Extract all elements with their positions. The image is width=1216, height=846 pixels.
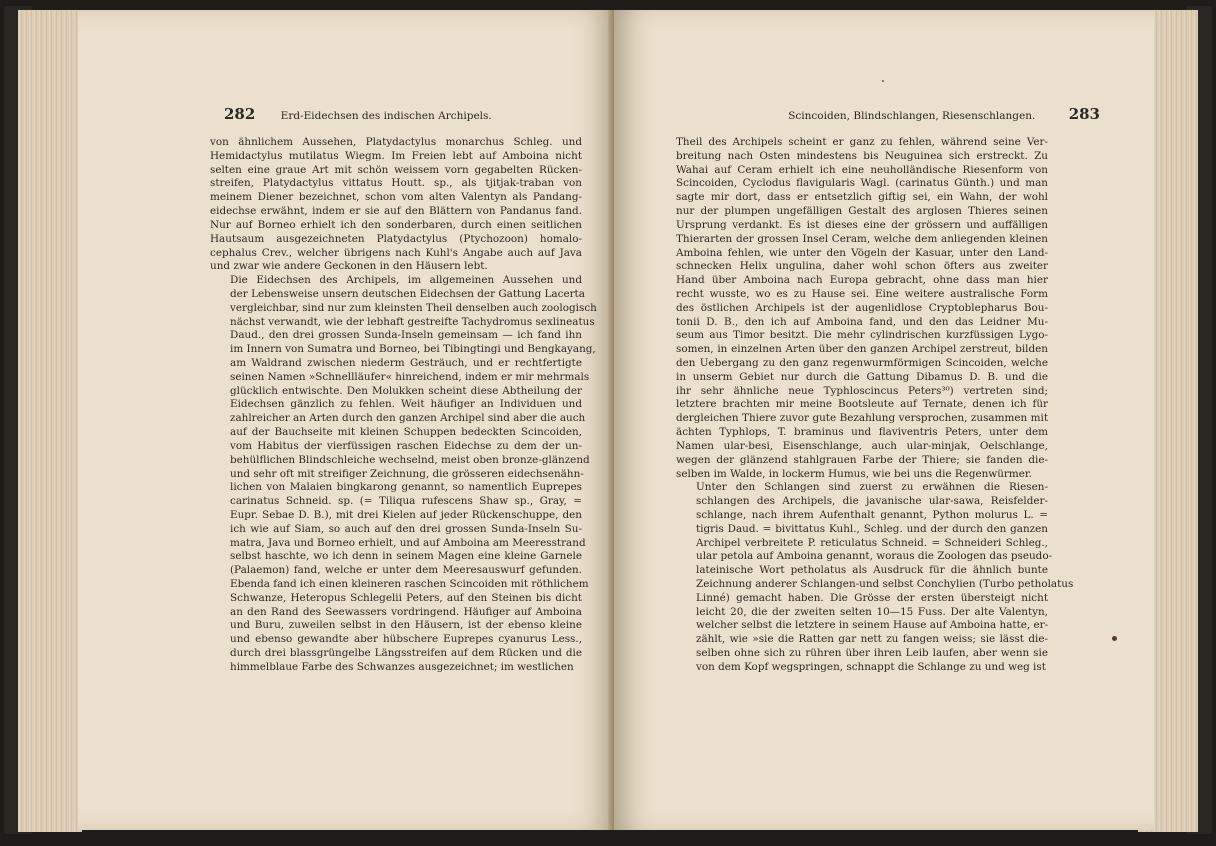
- text-line: durch drei blassgrüngelbe Längsstreifen auf dem Rücken und die: [230, 647, 582, 660]
- paragraph: [210, 274, 597, 675]
- text-line: von dem Kopf wegspringen, schnappt die Schlange zu und weg ist: [696, 660, 1046, 673]
- text-line: cephalus Crev., welcher übrigens nach Kuhl's Angabe auch auf Java: [210, 246, 582, 259]
- text-line: selten eine graue Art mit schön weissem vorn gegabelten Rücken-: [210, 163, 582, 176]
- text-line: in unserm Gebiet nur durch die Gattung Dibamus D. B. und die: [676, 370, 1048, 383]
- text-line: glücklich entwischte. Den Molukken scheint diese Abtheilung der: [230, 384, 582, 397]
- text-line: streifen, Platydactylus vittatus Houtt. sp., als tjitjak-traban von: [210, 177, 582, 190]
- text-line: leicht 20, die der zweiten selten 10—15 Fuss. Der alte Valentyn,: [696, 605, 1048, 618]
- text-line: himmelblaue Farbe des Schwanzes ausgezeichnet; im westlichen: [230, 660, 574, 673]
- text-line: somen, in einzelnen Arten über den ganzen Archipel zerstreut, bilden: [676, 343, 1048, 356]
- text-line: zählt, wie »sie die Ratten gar nett zu fangen weiss; sie lässt die-: [696, 633, 1048, 646]
- text-line: carinatus Schneid. sp. (= Tiliqua rufescens Shaw sp., Gray, =: [230, 495, 582, 508]
- text-line: lichen von Malaien bingkarong genannt, so namentlich Euprepes: [230, 481, 582, 494]
- text-line: schnecken Helix ungulina, daher wohl schon öfters aus zweiter: [676, 260, 1048, 273]
- text-line: meinem Diener bezeichnet, schon vom alten Valentyn als Pandang-: [210, 191, 582, 204]
- text-line: welcher selbst die letztere in seinem Hause auf Amboina hatte, er-: [696, 619, 1049, 632]
- text-line: ihr sehr ähnliche neue Typhloscincus Peters³⁰) vertreten sind;: [676, 384, 1048, 397]
- text-line: und ebenso gewandte aber hübschere Euprepes cyanurus Less.,: [230, 633, 582, 646]
- text-line: Die Eidechsen des Archipels, im allgemeinen Aussehen und: [230, 274, 582, 287]
- text-line: Linné) gemacht haben. Die Grösse der ersten übersteigt nicht: [696, 591, 1048, 604]
- text-line: Namen ular-besi, Eisenschlange, auch ular-minjak, Oelschlange,: [676, 439, 1048, 452]
- text-line: und Buru, zuweilen selbst in den Häusern, ist der ebenso kleine: [230, 619, 582, 632]
- text-line: Zeichnung anderer Schlangen-und selbst Conchylien (Turbo petholatus: [696, 578, 1074, 590]
- right-page: [614, 10, 1154, 830]
- text-line: des östlichen Archipels ist der augenlidlose Cryptoblepharus Bou-: [676, 301, 1048, 314]
- text-line: nur der plumpen ungefälligen Gestalt des arglosen Thieres seinen: [676, 205, 1048, 218]
- text-line: Ebenda fand ich einen kleineren raschen Scincoiden mit röthlichem: [230, 578, 589, 590]
- text-line: Unter den Schlangen sind zuerst zu erwähnen die Riesen-: [696, 481, 1048, 494]
- running-head: Erd-Eidechsen des indischen Archipels.: [280, 110, 492, 122]
- text-line: sagte mir dort, dass er entsetzlich giftig sei, ein Wahn, der wohl: [676, 191, 1048, 204]
- text-line: vom Habitus der vierfüssigen raschen Eidechse zu dem der un-: [230, 439, 582, 452]
- text-line: nächst verwandt, wie der lebhaft gestreifte Tachydromus sexlineatus: [230, 315, 595, 328]
- text-line: Theil des Archipels scheint er ganz zu fehlen, während seine Ver-: [676, 136, 1048, 148]
- text-line: Daud., den drei grossen Sunda-Inseln gemeinsam — ich fand ihn: [230, 329, 582, 342]
- text-line: tigris Daud. = bivittatus Kuhl., Schleg. und der durch den ganzen: [696, 522, 1048, 535]
- text-line: seinen Namen »Schnellläufer« hinreichend, indem er mir mehrmals: [230, 370, 590, 383]
- text-line: an den Rand des Seewassers vordringend. Häufiger auf Amboina: [230, 605, 582, 618]
- text-line: Thierarten der grossen Insel Ceram, welche dem anliegenden kleinen: [676, 232, 1048, 245]
- text-line: Eidechsen gänzlich zu fehlen. Weit häufiger an Individuen und: [230, 398, 582, 411]
- text-line: den Uebergang zu den ganz regenwurmförmigen Scincoiden, welche: [676, 357, 1048, 369]
- text-line: ular petola auf Amboina genannt, woraus die Zoologen das pseudo-: [696, 550, 1053, 563]
- text-line: selben im Walde, in lockerm Humus, wie bei uns die Regenwürmer.: [676, 467, 1032, 480]
- text-line: recht wusste, wo es zu Hause sei. Eine weitere australische Form: [676, 287, 1048, 300]
- paragraph: [676, 136, 1048, 481]
- text-line: seum aus Timor besitzt. Die mehr cylindrischen kurzfüssigen Lygo-: [676, 329, 1048, 342]
- text-line: breitung nach Osten mindestens bis Neuguinea sich erstreckt. Zu: [676, 149, 1048, 162]
- text-line: lateinische Wort petholatus als Ausdruck für die ähnlich bunte: [696, 564, 1048, 577]
- text-line: auf der Bauchseite mit kleinen Schuppen bedeckten Scincoiden,: [230, 426, 582, 439]
- text-line: im Innern von Sumatra und Borneo, bei Tibingtingi und Bengkayang,: [230, 343, 596, 356]
- text-line: Hautsaum ausgezeichneten Platydactylus (Ptychozoon) homalo-: [210, 232, 582, 245]
- page-number: 283: [1068, 105, 1100, 123]
- text-line: der Lebensweise unsern deutschen Eidechsen der Gattung Lacerta: [230, 287, 585, 300]
- text-line: Hand über Amboina nach Europa gebracht, ohne dass man hier: [676, 274, 1048, 287]
- text-line: Ursprung verdankt. Es ist dieses eine der grössern und auffälligen: [676, 218, 1048, 231]
- text-line: selbst haschte, wo ich denn in seinem Magen eine kleine Garnele: [230, 550, 582, 563]
- text-line: eidechse erwähnt, indem er sie auf den Blättern von Pandanus fand.: [210, 205, 582, 218]
- text-line: und sehr oft mit streifiger Zeichnung, die grösseren eidechsenähn-: [230, 467, 584, 480]
- text-line: selben ohne sich zu rühren über ihren Leib laufen, aber wenn sie: [696, 647, 1048, 660]
- text-line: tonii D. B., den ich auf Amboina fand, und den das Leidner Mu-: [676, 315, 1048, 328]
- text-line: Eupr. Sebae D. B.), mit drei Kielen auf jeder Rückenschuppe, den: [230, 508, 582, 521]
- paragraph: [676, 481, 1074, 674]
- left-page-body: [210, 136, 597, 675]
- text-line: Archipel verbreitete P. reticulatus Schneid. = Schneideri Schleg.,: [696, 536, 1048, 549]
- page-number: 282: [224, 105, 256, 123]
- right-page-body: [676, 136, 1074, 675]
- left-page: [78, 10, 614, 830]
- page-edges-left: [18, 10, 82, 832]
- text-line: Nur auf Borneo erhielt ich den sonderbaren, durch einen seitlichen: [210, 218, 582, 231]
- running-head: Scincoiden, Blindschlangen, Riesenschlangen.: [788, 110, 1036, 122]
- text-line: am Waldrand zwischen niederm Gesträuch, und er rechtfertigte: [230, 357, 582, 369]
- paper-spot: [882, 80, 884, 82]
- text-line: matra, Java und Borneo erhielt, und auf Amboina am Meeresstrand: [230, 536, 586, 549]
- text-line: Wahai auf Ceram erhielt ich eine neuholländische Riesenform von: [676, 163, 1048, 176]
- text-line: letztere brachten mir meine Bootsleute auf Ternate, denen ich für: [676, 398, 1048, 411]
- text-line: schlangen des Archipels, die javanische ular-sawa, Reisfelder-: [696, 495, 1048, 508]
- text-line: Hemidactylus mutilatus Wiegm. Im Freien lebt auf Amboina nicht: [210, 149, 582, 162]
- text-line: vergleichbar, sind nur zum kleinsten Theil denselben auch zoologisch: [230, 301, 597, 314]
- text-line: behülflichen Blindschleiche wechselnd, meist oben bronze-glänzend: [230, 453, 590, 466]
- text-line: ächten Typhlops, T. braminus und flaviventris Peters, unter dem: [676, 426, 1048, 439]
- text-line: (Palaemon) fand, welche er unter dem Meeresauswurf gefunden.: [230, 564, 582, 577]
- text-line: dergleichen Thiere zuvor gute Bezahlung versprochen, zusammen mit: [676, 412, 1048, 425]
- text-line: Scincoiden, Cyclodus flavigularis Wagl. (carinatus Günth.) und man: [676, 177, 1048, 190]
- text-line: Schwanze, Heteropus Schlegelii Peters, auf den Steinen bis dicht: [230, 591, 582, 604]
- paragraph: [210, 136, 582, 274]
- text-line: und zwar wie andere Geckonen in den Häusern lebt.: [210, 260, 488, 273]
- text-line: Amboina fehlen, wie unter den Vögeln der Kasuar, unter den Land-: [676, 246, 1048, 259]
- text-line: wegen der glänzend stahlgrauen Farbe der Thiere; sie fanden die-: [676, 453, 1048, 466]
- text-line: von ähnlichem Aussehen, Platydactylus monarchus Schleg. und: [210, 136, 582, 148]
- right-page-header: [760, 105, 1100, 123]
- text-line: zahlreicher an Arten durch den ganzen Archipel sind aber die auch: [230, 412, 586, 425]
- text-line: schlange, nach ihrem Aufenthalt genannt, Python molurus L. =: [696, 508, 1048, 521]
- text-line: ich wie auf Siam, so auch auf den drei grossen Sunda-Inseln Su-: [230, 522, 582, 535]
- left-page-header: [224, 105, 492, 123]
- ink-speck: [1112, 636, 1117, 641]
